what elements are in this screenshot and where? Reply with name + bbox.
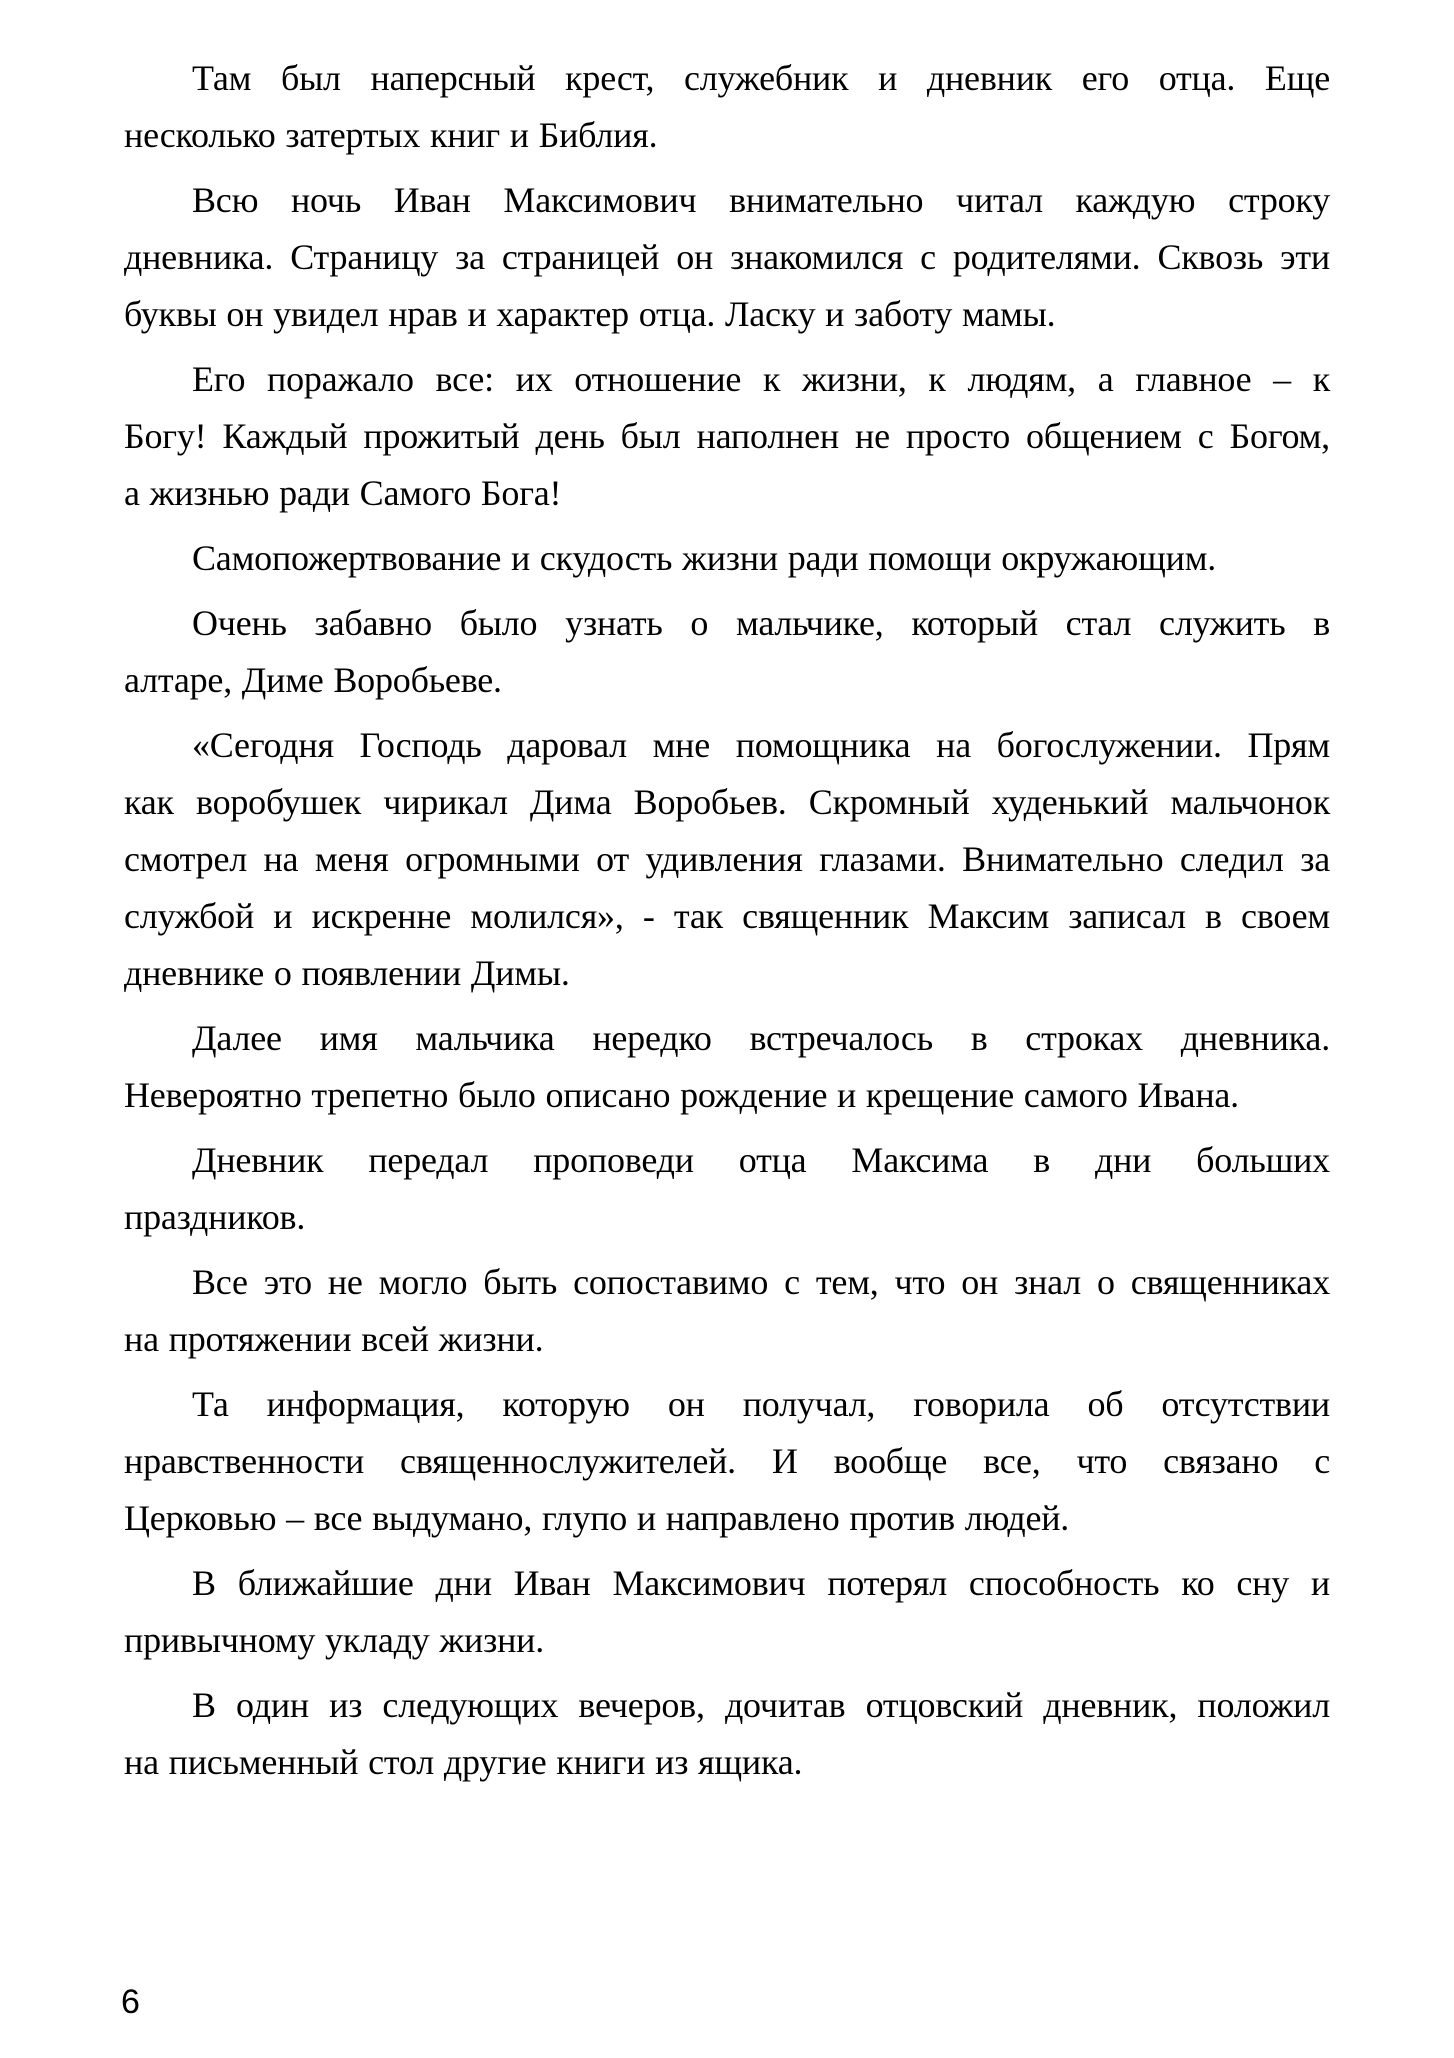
text-line: как воробушек чирикал Дима Воробьев. Скромный худенький мальчонок	[124, 782, 1330, 822]
paragraph	[124, 1010, 1330, 1124]
text-line: Там был наперсный крест, служебник и дневник его отца. Еще	[192, 58, 1330, 98]
text-line: несколько затертых книг и Библия.	[124, 115, 658, 155]
page-body-text	[124, 50, 1330, 1799]
text-line: Далее имя мальчика нередко встречалось в строках дневника.	[192, 1018, 1330, 1058]
paragraph	[124, 50, 1330, 164]
paragraph	[124, 172, 1330, 343]
text-line: Та информация, которую он получал, говорила об отсутствии	[192, 1384, 1330, 1424]
paragraph	[124, 351, 1330, 522]
text-line: на письменный стол другие книги из ящика.	[124, 1742, 803, 1782]
text-line: Невероятно трепетно было описано рождение и крещение самого Ивана.	[124, 1075, 1239, 1115]
text-line: а жизнью ради Самого Бога!	[124, 473, 562, 513]
text-line: нравственности священнослужителей. И вообще все, что связано с	[124, 1441, 1330, 1481]
text-line: буквы он увидел нрав и характер отца. Ласку и заботу мамы.	[124, 294, 1056, 334]
paragraph	[124, 595, 1330, 709]
text-line: Дневник передал проповеди отца Максима в дни больших	[192, 1140, 1330, 1180]
paragraph	[124, 1555, 1330, 1669]
page-number: 6	[121, 1983, 140, 2021]
text-line: «Сегодня Господь даровал мне помощника на богослужении. Прям	[192, 725, 1330, 765]
text-line: алтаре, Диме Воробьеве.	[124, 660, 502, 700]
text-line: праздников.	[124, 1197, 306, 1237]
text-line: на протяжении всей жизни.	[124, 1319, 544, 1359]
text-line: привычному укладу жизни.	[124, 1620, 545, 1660]
paragraph	[124, 1376, 1330, 1547]
text-line: Самопожертвование и скудость жизни ради помощи окружающим.	[192, 538, 1217, 578]
text-line: Богу! Каждый прожитый день был наполнен не просто общением с Богом,	[124, 416, 1330, 456]
paragraph	[124, 1254, 1330, 1368]
text-line: дневнике о появлении Димы.	[124, 953, 570, 993]
paragraph	[124, 717, 1330, 1002]
text-line: Всю ночь Иван Максимович внимательно читал каждую строку	[192, 180, 1330, 220]
text-line: Очень забавно было узнать о мальчике, который стал служить в	[192, 603, 1330, 643]
text-line: Церковью – все выдумано, глупо и направлено против людей.	[124, 1498, 1070, 1538]
paragraph	[124, 1677, 1330, 1791]
paragraph	[124, 530, 1330, 587]
text-line: В один из следующих вечеров, дочитав отцовский дневник, положил	[192, 1685, 1330, 1725]
text-line: Его поражало все: их отношение к жизни, к людям, а главное – к	[192, 359, 1330, 399]
paragraph	[124, 1132, 1330, 1246]
text-line: Все это не могло быть сопоставимо с тем, что он знал о священниках	[192, 1262, 1330, 1302]
text-line: дневника. Страницу за страницей он знакомился с родителями. Сквозь эти	[124, 237, 1330, 277]
text-line: службой и искренне молился», - так священник Максим записал в своем	[124, 896, 1330, 936]
text-line: смотрел на меня огромными от удивления глазами. Внимательно следил за	[124, 839, 1330, 879]
text-line: В ближайшие дни Иван Максимович потерял способность ко сну и	[192, 1563, 1330, 1603]
